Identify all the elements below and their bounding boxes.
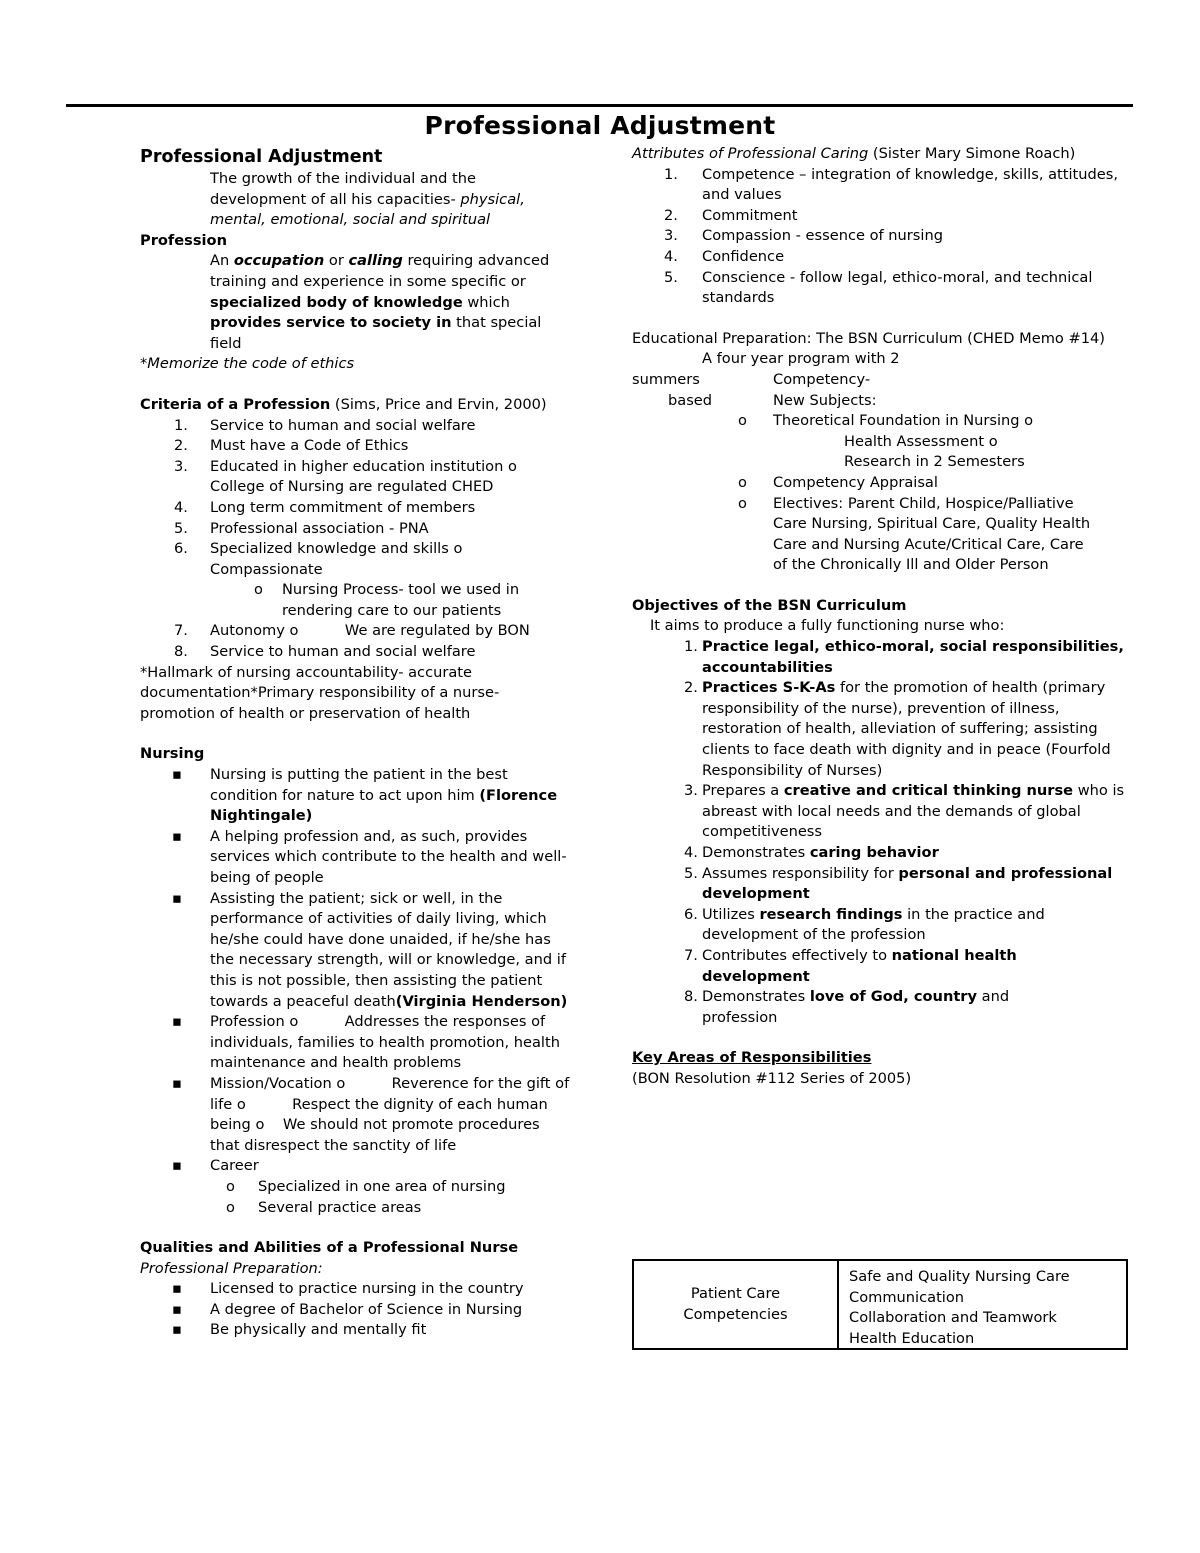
list-item: ▪ A degree of Bachelor of Science in Nursing <box>172 1300 523 1318</box>
educational-preparation-heading: Educational Preparation: The BSN Curriculum (CHED Memo #14) <box>632 329 1105 347</box>
sub-list-item: o Electives: Parent Child, Hospice/Palliative Care Nursing, Spiritual Care, Quality Health Care and Nursing Acute/Critical Care, Care of the Chronically Ill and Older Person <box>738 494 1091 574</box>
hallmark-note: *Hallmark of nursing accountability- accurate documentation*Primary responsibility of a nurse- promotion of health or preservation of health <box>140 663 500 722</box>
memorize-note: *Memorize the code of ethics <box>140 355 355 373</box>
list-item: 3. Compassion - essence of nursing <box>664 227 943 245</box>
list-item: ▪ A helping profession and, as such, provides services which contribute to the health and well-being of people <box>172 827 567 886</box>
list-item: 8. Service to human and social welfare <box>174 643 476 661</box>
table-cell-items <box>839 1261 1126 1348</box>
list-item: 1. Competence – integration of knowledge, skills, attitudes, and values <box>664 165 1118 204</box>
sub-list-item: o Theoretical Foundation in Nursing o <box>738 412 1034 430</box>
left-column <box>140 146 572 1341</box>
list-item: 7. Contributes effectively to national health development <box>684 946 1017 985</box>
list-item: ▪ Assisting the patient; sick or well, in the performance of activities of daily living, which he/she could have done unaided, if he/she has the necessary strength, will or knowledge, and if this is not possible, then assisting the patient towards a peaceful death(Virginia Henderson) <box>172 889 568 1010</box>
section-heading-nursing: Nursing <box>140 745 205 763</box>
list-item: 4. Confidence <box>664 247 785 265</box>
professional-preparation-label: Professional Preparation: <box>140 1259 323 1277</box>
section-heading-key-areas: Key Areas of Responsibilities <box>632 1049 872 1067</box>
list-item: ▪ Career <box>172 1157 259 1175</box>
list-item: 4. Long term commitment of members <box>174 498 476 516</box>
list-item: 6. Utilizes research findings in the practice and development of the profession <box>684 905 1045 944</box>
objectives-intro: It aims to produce a fully functioning nurse who: <box>650 617 1005 635</box>
list-item: ▪ Mission/Vocation o Reverence for the gift of life o Respect the dignity of each human being o We should not promote procedures that disrespect the sanctity of life <box>172 1074 574 1154</box>
list-item: 5. Professional association - PNA <box>174 519 429 537</box>
list-item: ▪ Nursing is putting the patient in the best condition for nature to act upon him (Florence Nightingale) <box>172 766 558 825</box>
list-item: ▪ Be physically and mentally fit <box>172 1321 427 1339</box>
right-column <box>632 144 1132 1090</box>
list-item: 3. Prepares a creative and critical thinking nurse who is abreast with local needs and the demands of global competitiveness <box>684 782 1125 841</box>
bullet-marker <box>140 251 210 354</box>
sub-list-item: o Several practice areas <box>226 1198 422 1216</box>
sub-list-item: o Nursing Process- tool we used in rendering care to our patients <box>254 581 520 619</box>
list-item: 7. Autonomy o We are regulated by BON <box>174 622 530 640</box>
table-item: Safe and Quality Nursing Care <box>849 1268 1070 1285</box>
sub-list-continuation: Health Assessment o <box>844 432 998 450</box>
criteria-heading: Criteria of a Profession (Sims, Price and Ervin, 2000) <box>140 395 547 413</box>
list-item: summers Competency- <box>632 370 871 388</box>
sub-list-continuation: Research in 2 Semesters <box>844 453 1025 471</box>
list-item: 4. Demonstrates caring behavior <box>684 844 939 861</box>
list-item: 5. Conscience - follow legal, ethico-moral, and technical standards <box>664 268 1093 307</box>
top-rule <box>66 104 1133 107</box>
section-heading-professional-adjustment: Professional Adjustment <box>140 147 383 167</box>
list-item: The growth of the individual and the development of all his capacities- physical, mental, emotional, social and spiritual <box>140 169 572 231</box>
sub-list-item: o Competency Appraisal <box>738 473 938 491</box>
list-item: 1. Service to human and social welfare <box>174 416 476 434</box>
table-item: Health Education <box>849 1329 975 1347</box>
list-item: An occupation or calling requiring advanced training and experience in some specific or specialized body of knowledge which provides service to society in that special field <box>140 251 572 354</box>
section-heading-objectives: Objectives of the BSN Curriculum <box>632 596 907 614</box>
list-item: ▪ Profession o Addresses the responses of individuals, families to health promotion, health maintenance and health problems <box>172 1013 565 1072</box>
list-item: 3. Educated in higher education institution o College of Nursing are regulated CHED <box>174 457 517 496</box>
table-cell-category: Patient Care Competencies <box>634 1261 839 1348</box>
key-areas-table <box>632 1259 1128 1350</box>
list-item: 2. Commitment <box>664 206 798 224</box>
list-item: 1. Practice legal, ethico-moral, social responsibilities, accountabilities <box>684 638 1124 676</box>
list-item: 8. Demonstrates love of God, country and profession <box>684 988 1010 1026</box>
bullet-marker <box>140 169 210 231</box>
section-heading-profession: Profession <box>140 231 227 249</box>
table-item: Collaboration and Teamwork <box>849 1309 1057 1327</box>
sub-list-item: o Specialized in one area of nursing <box>226 1177 506 1195</box>
list-item: ▪ Licensed to practice nursing in the country <box>172 1280 524 1298</box>
list-item: 2. Must have a Code of Ethics <box>174 437 409 455</box>
attributes-heading: Attributes of Professional Caring (Sister Mary Simone Roach) <box>632 145 1076 162</box>
list-item: 5. Assumes responsibility for personal and professional development <box>684 864 1113 903</box>
table-item: Communication <box>849 1288 965 1306</box>
list-item: based New Subjects: <box>668 391 877 409</box>
key-areas-source: (BON Resolution #112 Series of 2005) <box>632 1069 912 1087</box>
list-item: 6. Specialized knowledge and skills o Compassionate <box>174 540 463 578</box>
section-heading-qualities: Qualities and Abilities of a Professional Nurse <box>140 1239 519 1257</box>
list-item: 2. Practices S-K-As for the promotion of health (primary responsibility of the nurse), prevention of illness, restoration of health, alleviation of suffering; assisting clients to face death with dignity and in peace (Fourfold Responsibility of Nurses) <box>684 679 1111 779</box>
page-title: Professional Adjustment <box>424 111 776 140</box>
list-item: A four year program with 2 <box>702 350 900 368</box>
